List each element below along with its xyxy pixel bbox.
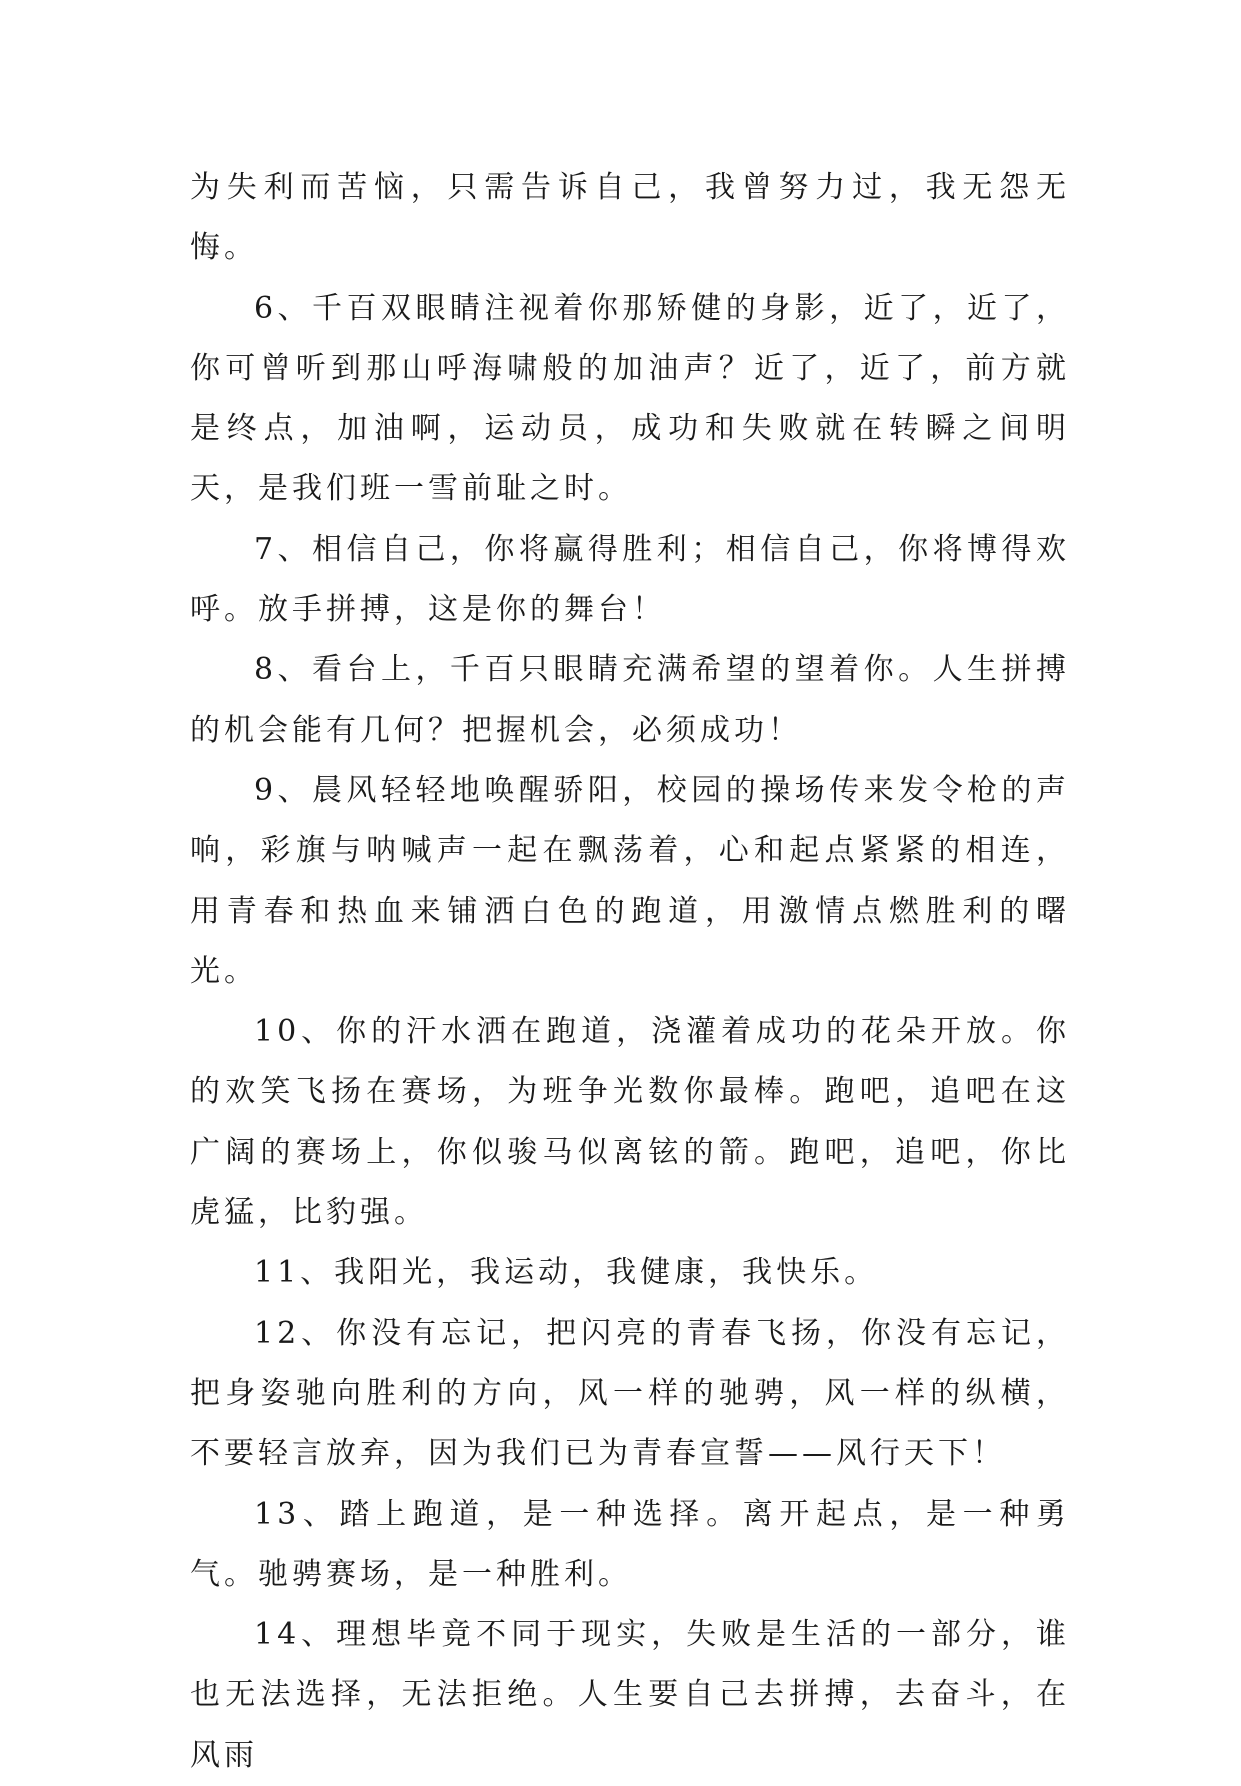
paragraph: 8、看台上，千百只眼睛充满希望的望着你。人生拼搏的机会能有几何？把握机会，必须成功！ (190, 652, 1070, 748)
paragraph: 6、千百双眼睛注视着你那矫健的身影，近了，近了，你可曾听到那山呼海啸般的加油声？近了，近了，前方就是终点，加油啊，运动员，成功和失败就在转瞬之间明天，是我们班一雪前耻之时。 (190, 290, 1070, 507)
paragraph: 13、踏上跑道，是一种选择。离开起点，是一种勇气。驰骋赛场，是一种胜利。 (190, 1496, 1070, 1592)
document-body (190, 158, 1070, 1786)
paragraph: 12、你没有忘记，把闪亮的青春飞扬，你没有忘记，把身姿驰向胜利的方向，风一样的驰骋，风一样的纵横，不要轻言放弃，因为我们已为青春宣誓——风行天下！ (190, 1315, 1070, 1472)
paragraph: 7、相信自己，你将赢得胜利；相信自己，你将博得欢呼。放手拼搏，这是你的舞台！ (190, 531, 1070, 628)
paragraph: 10、你的汗水洒在跑道，浇灌着成功的花朵开放。你的欢笑飞扬在赛场，为班争光数你最棒。跑吧，追吧在这广阔的赛场上，你似骏马似离铉的箭。跑吧，追吧，你比虎猛，比豹强。 (190, 1014, 1070, 1231)
paragraph: 14、理想毕竟不同于现实，失败是生活的一部分，谁也无法选择，无法拒绝。人生要自己去拼搏，去奋斗，在风雨 (190, 1617, 1070, 1773)
paragraph: 11、我阳光，我运动，我健康，我快乐。 (254, 1255, 879, 1291)
paragraph: 9、晨风轻轻地唤醒骄阳，校园的操场传来发令枪的声响，彩旗与呐喊声一起在飘荡着，心和起点紧紧的相连，用青春和热血来铺洒白色的跑道，用激情点燃胜利的曙光。 (190, 772, 1070, 989)
paragraph: 为失利而苦恼，只需告诉自己，我曾努力过，我无怨无悔。 (190, 170, 1070, 266)
